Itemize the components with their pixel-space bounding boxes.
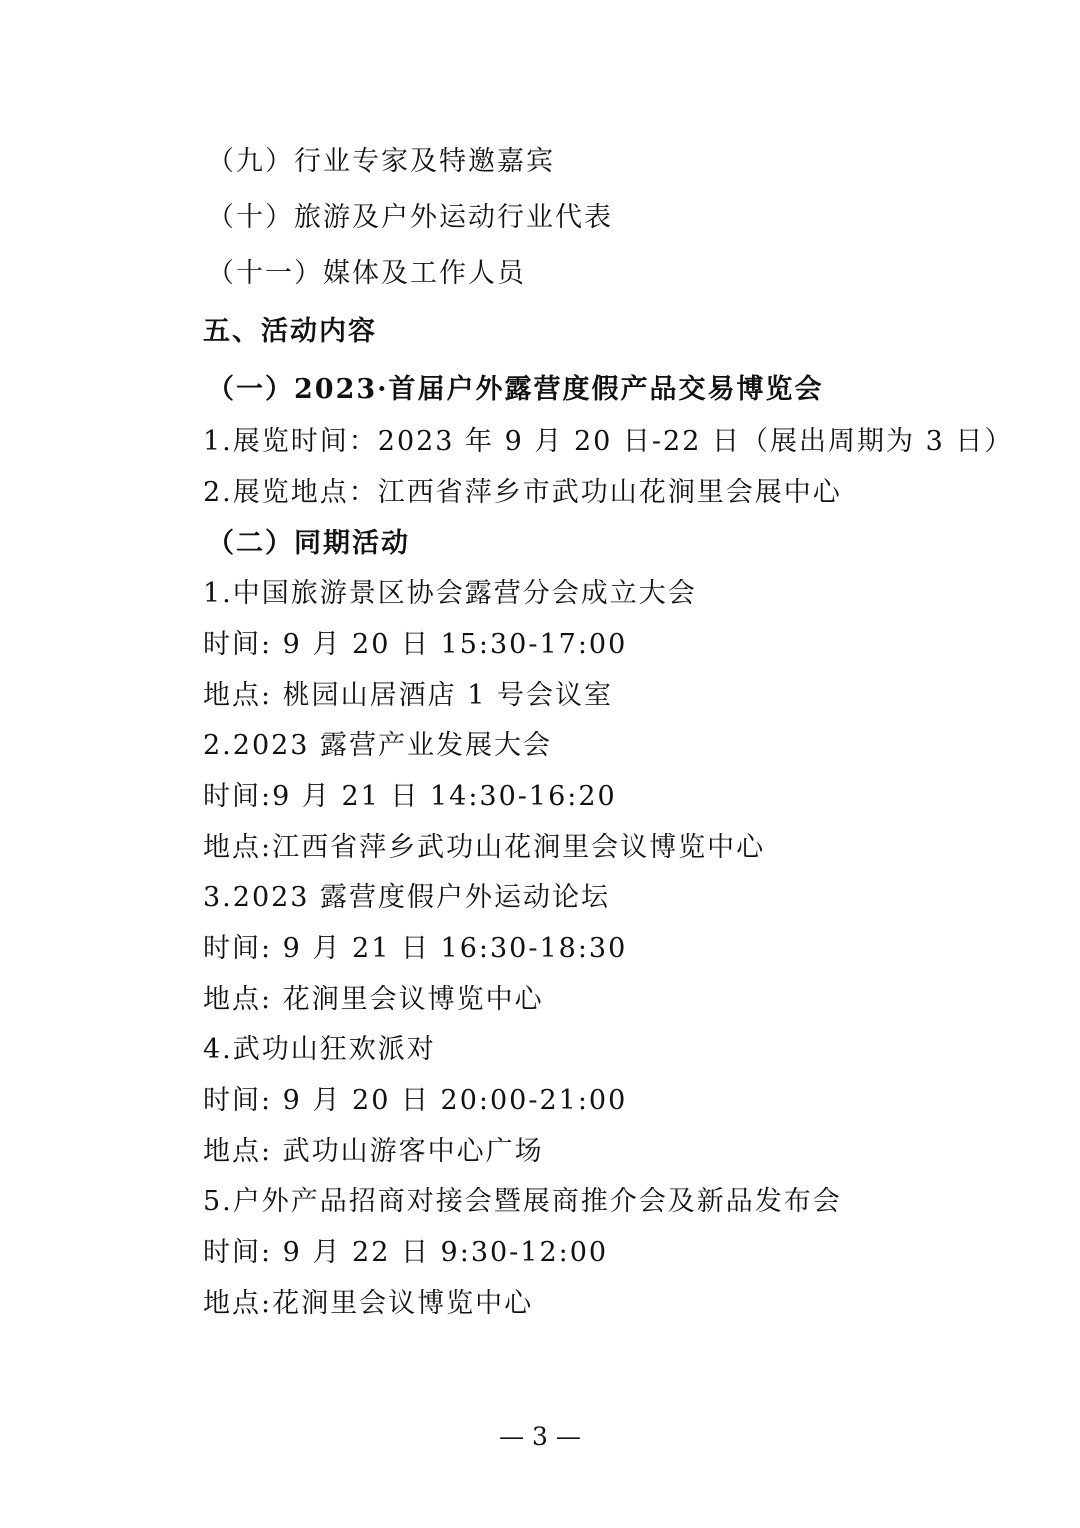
participant-item-media: （十一）媒体及工作人员 — [207, 258, 526, 289]
section-heading-activities: 五、活动内容 — [203, 316, 377, 347]
expo-time: 1.展览时间：2023 年 9 月 20 日-22 日（展出周期为 3 日） — [203, 426, 1014, 457]
event-time: 时间: 9 月 21 日 16:30-18:30 — [203, 933, 628, 964]
event-location: 地点: 花涧里会议博览中心 — [203, 984, 544, 1015]
event-title: 1.中国旅游景区协会露营分会成立大会 — [203, 578, 697, 609]
participant-item-industry-reps: （十）旅游及户外运动行业代表 — [207, 202, 613, 233]
event-time: 时间: 9 月 22 日 9:30-12:00 — [203, 1237, 609, 1268]
event-location: 地点:江西省萍乡武功山花涧里会议博览中心 — [203, 832, 766, 863]
expo-location: 2.展览地点：江西省萍乡市武功山花涧里会展中心 — [203, 477, 842, 508]
event-location: 地点:花涧里会议博览中心 — [203, 1288, 534, 1319]
event-location: 地点: 桃园山居酒店 1 号会议室 — [203, 680, 614, 711]
event-title: 4.武功山狂欢派对 — [203, 1034, 436, 1065]
subsection-heading-expo: （一）2023·首届户外露营度假产品交易博览会 — [207, 374, 824, 405]
event-time: 时间: 9 月 20 日 20:00-21:00 — [203, 1085, 628, 1116]
page-number: — 3 — — [499, 1422, 581, 1451]
participant-item-experts: （九）行业专家及特邀嘉宾 — [207, 146, 555, 177]
event-time: 时间:9 月 21 日 14:30-16:20 — [203, 781, 617, 812]
event-location: 地点: 武功山游客中心广场 — [203, 1136, 544, 1167]
event-title: 5.户外产品招商对接会暨展商推介会及新品发布会 — [203, 1186, 842, 1217]
event-title: 2.2023 露营产业发展大会 — [203, 730, 553, 761]
event-title: 3.2023 露营度假户外运动论坛 — [203, 882, 611, 913]
event-time: 时间: 9 月 20 日 15:30-17:00 — [203, 629, 628, 660]
subsection-heading-concurrent: （二）同期活动 — [207, 528, 410, 559]
